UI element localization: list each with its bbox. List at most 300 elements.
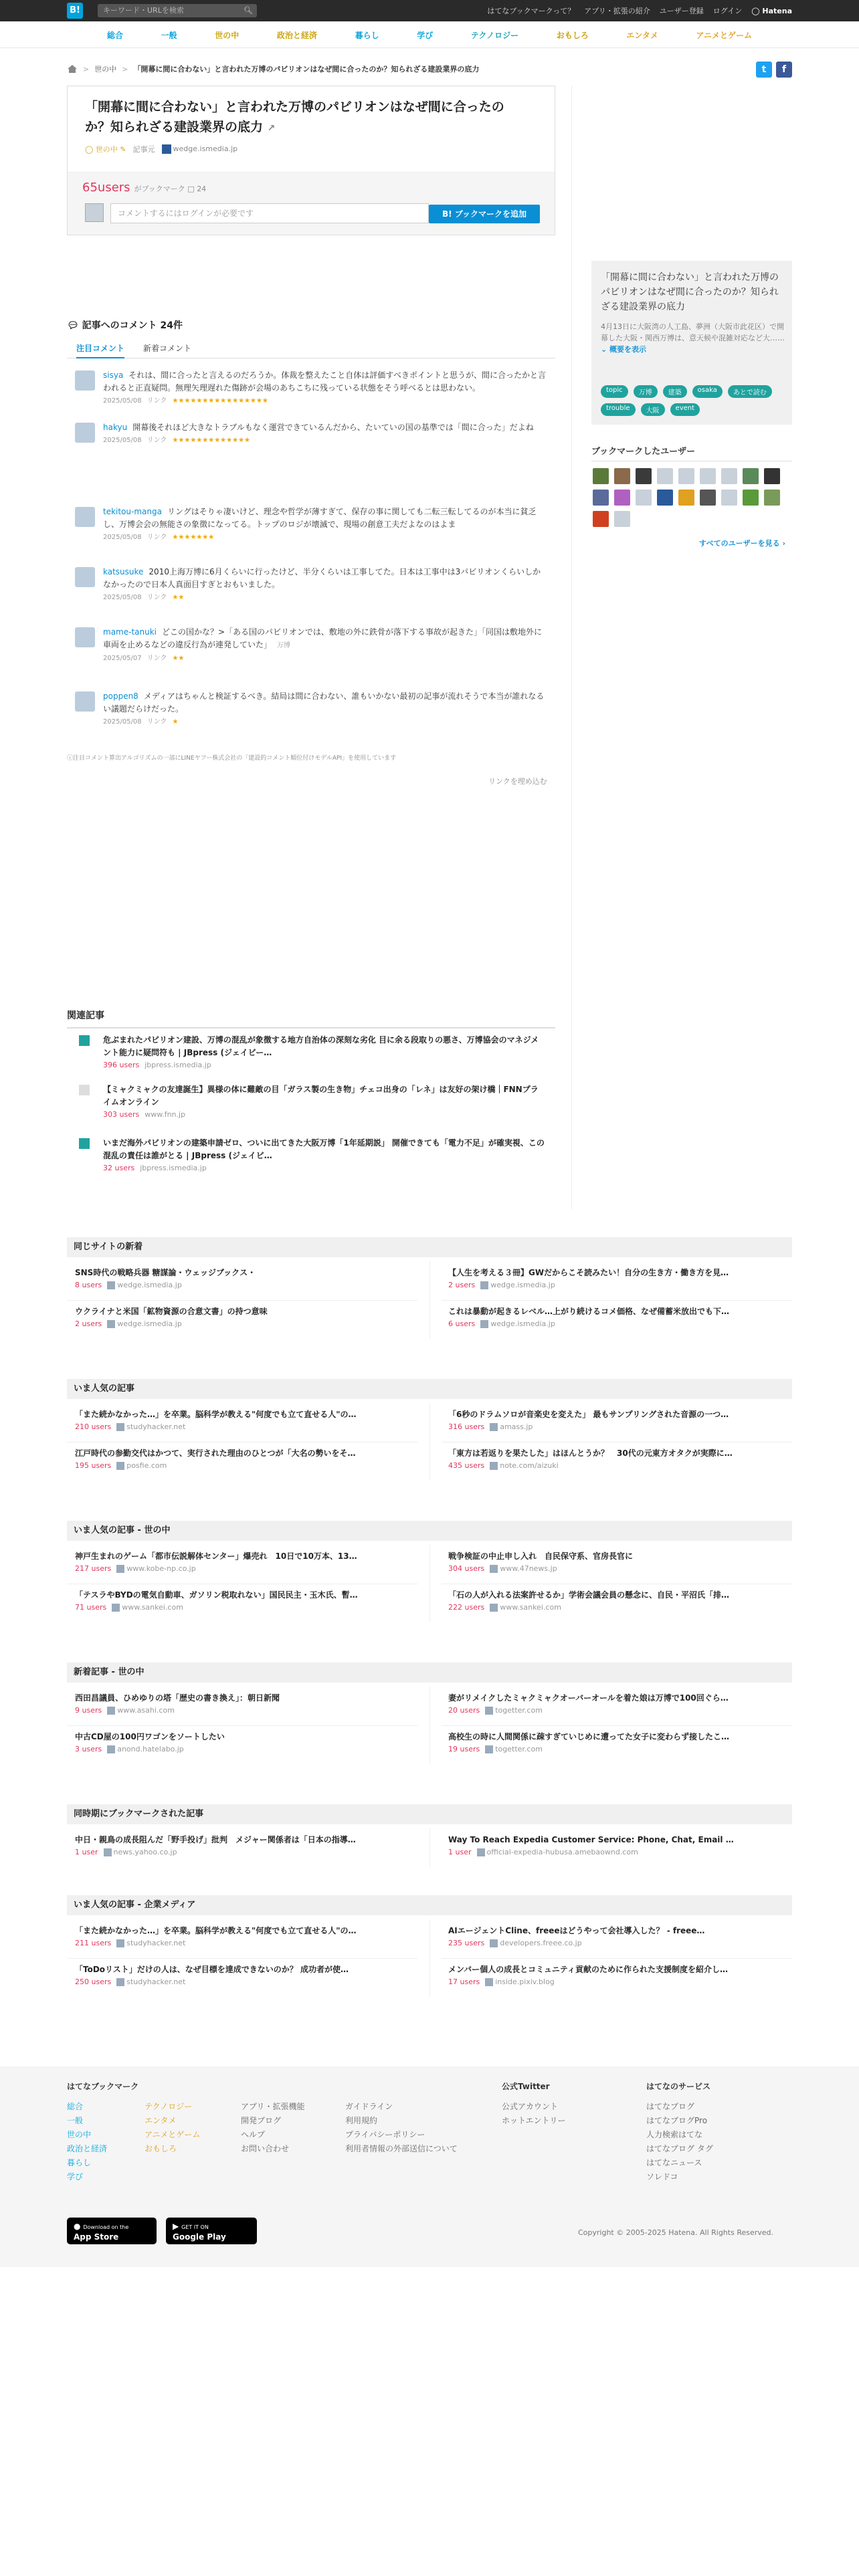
tag-chip[interactable]: trouble (601, 403, 636, 416)
entry-meta (448, 1939, 796, 1947)
entry-meta (448, 1977, 796, 1986)
tag-chip[interactable]: topic (601, 385, 628, 398)
entry-title[interactable]: 妻がリメイクしたミャクミャクオーバーオールを着た娘は万博で100回ぐら… (448, 1693, 729, 1703)
users-count[interactable]: 19 users (448, 1745, 480, 1753)
embed-link[interactable]: リンクを埋め込む (488, 777, 547, 786)
site-favicon (485, 1978, 493, 1986)
entry-meta (75, 1603, 423, 1612)
site-favicon (107, 1707, 115, 1715)
facebook-share-icon[interactable]: f (776, 62, 792, 78)
comment-stars[interactable]: ★★ (172, 655, 185, 662)
avatar[interactable] (678, 490, 694, 506)
add-bookmark-label: ブックマークを追加 (454, 209, 527, 219)
entry-domain[interactable]: jbpress.ismedia.jp (145, 1061, 211, 1069)
users-count[interactable]: 71 users (75, 1603, 107, 1612)
entry-title[interactable]: 「また続かなかった…」を卒業。脳科学が教える"何度でも立て直せる人"の… (75, 1926, 357, 1935)
related-entry-title[interactable]: 【ミャクミャクの友達誕生】異様の体に難敵の目「ガラス製の生き物」チェコ出身の「レネ」は友好の架け橋｜FNNプライムオンライン (103, 1085, 539, 1107)
avatar[interactable] (743, 490, 759, 506)
users-count[interactable]: 17 users (448, 1977, 480, 1986)
avatar[interactable] (614, 468, 630, 484)
comment-text: 2010上海万博に6月くらいに行ったけど、半分くらいは工事してた。日本は工事中は3パビリオンくらいしかなかったので日本人真面目すぎとおもいました。 (103, 567, 541, 589)
comment-text: メディアはちゃんと検証するべき。結局は間に合わない、誰もいかない最初の記事が流れそうで本当が誰れなるい議題だらけだった。 (103, 691, 545, 714)
avatar[interactable] (721, 468, 737, 484)
footer-link[interactable]: はてなブログ タグ (646, 2144, 713, 2153)
comment-body (103, 369, 549, 407)
entry-domain[interactable]: togetter.com (495, 1706, 543, 1715)
row-divider (67, 1725, 417, 1726)
related-entry-meta (103, 1164, 207, 1172)
entry-domain[interactable]: studyhacker.net (126, 1977, 186, 1986)
entry-title-text: 「開幕に間に合わない」と言われた万博のパビリオンはなぜ間に合ったのか？知られざる建設業界の底力 (85, 100, 504, 134)
sidebar-summary-text: 4月13日に大阪湾の人工島、夢洲（大阪市此花区）で開幕した大阪・関西万博は、意天候や混雑対応など大…… (601, 322, 785, 342)
entry-source-label: 記事元 (132, 145, 155, 154)
comment-input[interactable]: コメントするにはログインが必要です (110, 203, 429, 223)
users-count-value: 65users (82, 181, 130, 195)
avatar[interactable] (75, 507, 95, 527)
comment-link[interactable]: リンク (147, 594, 167, 601)
entry-title[interactable]: 西田昌議員、ひめゆりの塔「歴史の書き換え」：朝日新聞 (75, 1693, 280, 1703)
entry-domain[interactable]: studyhacker.net (126, 1422, 186, 1431)
users-count[interactable]: 210 users (75, 1422, 112, 1431)
footer-link[interactable]: はてなブログ (646, 2102, 695, 2111)
users-count[interactable]: 304 users (448, 1564, 485, 1573)
entry-domain[interactable]: official-expedia-hubusa.amebaownd.com (486, 1848, 638, 1856)
users-count[interactable]: 1 user (448, 1848, 472, 1856)
entry-domain[interactable]: amass.jp (500, 1422, 533, 1431)
search-icon[interactable]: 🔍︎ (244, 6, 253, 15)
site-favicon (490, 1423, 498, 1431)
comment-username[interactable]: hakyu (103, 423, 128, 432)
entry-title[interactable]: メンバー個人の成長とコミュニティ貢献のために作られた支援制度を紹介し… (448, 1965, 728, 1974)
footer-heading: はてなブックマーク (67, 2082, 139, 2091)
site-favicon (107, 1320, 115, 1328)
comment-link[interactable]: リンク (147, 437, 167, 444)
tag-chip[interactable]: osaka (692, 385, 723, 398)
footer-link[interactable]: 政治と経済 (67, 2144, 108, 2153)
register-link[interactable]: ユーザー登録 (659, 7, 704, 15)
users-count[interactable]: 3 users (75, 1745, 102, 1753)
avatar[interactable] (743, 468, 759, 484)
entry-title[interactable]: 【人生を考える３冊】GWだからこそ読みたい！自分の生き方・働き方を見… (448, 1268, 729, 1277)
tag-list (601, 385, 785, 416)
entry-domain[interactable]: www.asahi.com (117, 1706, 175, 1715)
site-favicon (112, 1604, 120, 1612)
entry-domain[interactable]: studyhacker.net (126, 1939, 186, 1947)
avatar[interactable] (593, 490, 609, 506)
users-count[interactable]: 2 users (75, 1319, 102, 1328)
comment-date[interactable]: 2025/05/08 (103, 397, 142, 405)
footer-link[interactable]: お問い合わせ (241, 2144, 290, 2153)
category-link[interactable]: 一般 (161, 30, 177, 40)
site-favicon (490, 1565, 498, 1573)
apple-icon: ● (74, 2222, 81, 2231)
related-entry (67, 1137, 555, 1180)
related-entry-title[interactable]: いまだ海外パビリオンの建築申請ゼロ、ついに出てきた大阪万博「1年延期説」 開催できても「電力不足」が確実視、この混乱の責任は誰がとる | JBpress (ジェイビ… (103, 1138, 545, 1160)
footer-link[interactable]: アプリ・拡張機能 (241, 2102, 305, 2111)
row-divider (442, 1300, 792, 1301)
entry-title[interactable]: 江戸時代の参勤交代はかつて、実行された理由のひとつが「大名の勢いをそ… (75, 1448, 356, 1458)
tab-popular-comments[interactable]: 注目コメント (76, 340, 124, 358)
footer-link[interactable]: テクノロジー (145, 2102, 193, 2111)
entry-title[interactable]: 神戸生まれのゲーム「都市伝説解体センター」爆売れ 10日で10万本、13… (75, 1551, 357, 1561)
sidebar-summary (601, 321, 785, 355)
footer-bookmark-title (67, 2080, 138, 2099)
breadcrumb-section[interactable]: 世の中 (94, 65, 117, 74)
entry-domain[interactable]: jbpress.ismedia.jp (140, 1164, 207, 1172)
entry-title[interactable]: 「東方は若返りを果たした」はほんとうか？ 30代の元東方オタクが実際に… (448, 1448, 733, 1458)
comment-username[interactable]: sisya (103, 370, 124, 380)
comment-link[interactable]: リンク (147, 534, 167, 541)
search-input[interactable] (98, 4, 257, 17)
app-store-button[interactable] (67, 2218, 157, 2244)
footer-link[interactable]: はてなニュース (646, 2158, 702, 2167)
entry-title[interactable]: 「また続かなかった…」を卒業。脳科学が教える"何度でも立て直せる人"の… (75, 1410, 357, 1419)
users-count[interactable]: 195 users (75, 1461, 112, 1470)
footer-link[interactable]: ヘルプ (241, 2130, 266, 2139)
related-heading: 関連記事 (67, 1008, 555, 1029)
footer-link[interactable]: アニメとゲーム (145, 2130, 201, 2139)
tab-new-comments[interactable]: 新着コメント (143, 344, 192, 353)
sidebar-entry-summary (591, 261, 792, 425)
related-entry (67, 1083, 555, 1126)
footer-link[interactable]: エンタメ (145, 2116, 177, 2125)
entry-item (448, 1692, 796, 1715)
entry-title[interactable]: 「テスラやBYDの電気自動車、ガソリン税取れない」国民民主・玉木氏、暫… (75, 1590, 358, 1600)
avatar[interactable] (75, 370, 95, 391)
site-favicon (104, 1848, 112, 1856)
category-link[interactable]: 政治と経済 (276, 30, 317, 40)
category-link[interactable]: 暮らし (355, 30, 379, 40)
algorithm-note-text: 注目コメント算出アルゴリズムの一部にLINEヤフー株式会社の「建設的コメント順位付けモデルAPI」を使用しています (73, 755, 397, 762)
entry-item (75, 1731, 423, 1753)
avatar[interactable] (721, 490, 737, 506)
entry-title[interactable]: 中日・親鳥の成長阻んだ「野手投げ」批判 メジャー関係者は「日本の指導… (75, 1835, 356, 1844)
users-count[interactable]: 235 users (448, 1939, 485, 1947)
comment-meta (103, 395, 549, 407)
entry-meta (75, 1281, 423, 1289)
entry-item (448, 1550, 796, 1573)
footer-link[interactable]: 世の中 (67, 2130, 92, 2139)
avatar[interactable] (657, 468, 673, 484)
row-divider (67, 1958, 417, 1959)
external-link-icon[interactable]: ↗ (267, 123, 276, 134)
entry-domain[interactable]: developers.freee.co.jp (500, 1939, 582, 1947)
entry-title[interactable]: 高校生の時に人間関係に疎すぎていじめに遭ってた女子に変わらず接したこ… (448, 1732, 730, 1741)
entry-meta (75, 1706, 423, 1715)
avatar[interactable] (700, 468, 716, 484)
avatar[interactable] (764, 490, 780, 506)
comment-username[interactable]: katsusuke (103, 567, 144, 576)
googleplay-text: Google Play (173, 2232, 226, 2242)
entry-title[interactable]: SNS時代の戦略兵器 糖謀論・ウェッジブックス・ (75, 1268, 256, 1277)
entry-domain[interactable]: togetter.com (495, 1745, 543, 1753)
comment-text: それは、間に合ったと言えるのだろうか。体裁を整えたこと自体は評価すべきポイントと思うが、間に合ったかと言われると正直疑問。無理矢理遅れた傷跡が会場のあちこちに残っている状態をそう呼べるとは思わない。 (103, 370, 547, 393)
entry-meta (75, 1848, 423, 1856)
avatar[interactable] (657, 490, 673, 506)
home-icon[interactable] (67, 64, 78, 74)
about-link[interactable]: はてなブックマークって？ (487, 7, 575, 15)
users-count[interactable]: 6 users (448, 1319, 476, 1328)
entry-domain[interactable]: news.yahoo.co.jp (113, 1848, 177, 1856)
site-favicon (79, 1035, 90, 1046)
footer-link[interactable]: 一般 (67, 2116, 84, 2125)
section-heading: いま人気の記事 - 企業メディア (67, 1895, 792, 1915)
comment-username[interactable]: tekitou-manga (103, 507, 162, 516)
entry-title[interactable]: 中古CD屋の100円ワゴンをソートしたい (75, 1732, 225, 1741)
add-bookmark-button[interactable] (429, 205, 540, 223)
hatena-brand: Hatena (762, 6, 792, 15)
related-entry-meta (103, 1061, 211, 1069)
entry-meta (75, 1564, 423, 1573)
users-count[interactable]: 250 users (75, 1977, 112, 1986)
users-count[interactable]: 222 users (448, 1603, 485, 1612)
site-favicon (485, 1745, 493, 1753)
play-icon: ▶ (173, 2222, 179, 2231)
category-link[interactable]: 総合 (107, 30, 124, 40)
entry-card (67, 86, 555, 235)
googleplay-small-text: GET IT ON (181, 2224, 209, 2230)
comment-body (103, 506, 549, 544)
comment-link[interactable]: リンク (147, 718, 167, 726)
hatena-brand-link[interactable] (751, 7, 792, 15)
entry-item (448, 1447, 796, 1470)
footer-link[interactable]: 人力検索はてな (646, 2130, 703, 2139)
users-count[interactable]: 303 users (103, 1110, 140, 1119)
comment-username[interactable]: poppen8 (103, 691, 138, 701)
footer-links-1 (241, 2100, 305, 2156)
entry-item (448, 1408, 796, 1431)
entry-domain[interactable]: www.47news.jp (500, 1564, 557, 1573)
footer-link[interactable]: おもしろ (145, 2144, 177, 2153)
comments-heading-text: 記事へのコメント (82, 320, 157, 331)
comment-stars[interactable]: ★★★★★★★★★★★★★ (172, 437, 250, 444)
entry-title[interactable]: AIエージェントCline、freeeはどうやって会社導入した？ - freee… (448, 1926, 705, 1935)
entry-title[interactable]: 「ToDoリスト」だけの人は、なぜ目標を達成できないのか？ 成功者が使… (75, 1965, 349, 1974)
tag-chip[interactable]: あとで読む (728, 385, 772, 398)
global-header (0, 0, 859, 21)
entry-meta (448, 1603, 796, 1612)
comment-stars[interactable]: ★★ (172, 594, 185, 601)
entry-domain[interactable]: posfie.com (126, 1461, 167, 1470)
entry-domain[interactable]: note.com/aizuki (500, 1461, 559, 1470)
footer-link[interactable]: 暮らし (67, 2158, 92, 2167)
entry-domain[interactable]: wedge.ismedia.jp (117, 1319, 182, 1328)
avatar[interactable] (636, 468, 652, 484)
twitter-share-icon[interactable]: t (756, 62, 772, 78)
footer-services-links (646, 2100, 713, 2184)
entry-item (75, 1267, 423, 1289)
avatar[interactable] (593, 511, 609, 527)
entry-domain-text: wedge.ismedia.jp (173, 144, 238, 153)
entry-title[interactable]: 戦争検証の中止申し入れ 自民保守系、官房長官に (448, 1551, 634, 1561)
users-count[interactable]: 2 users (448, 1281, 476, 1289)
avatar[interactable] (593, 468, 609, 484)
comment-date[interactable]: 2025/05/08 (103, 718, 142, 726)
footer-link[interactable]: はてなブログPro (646, 2116, 708, 2125)
comment-stars[interactable]: ★★★★★★★★★★★★★★★★ (172, 397, 268, 405)
avatar[interactable] (678, 468, 694, 484)
tag-chip[interactable]: 建築 (663, 385, 687, 398)
avatar[interactable] (700, 490, 716, 506)
footer-link[interactable]: 公式アカウント (502, 2102, 558, 2111)
entry-domain[interactable]: anond.hatelabo.jp (117, 1745, 184, 1753)
comment-body (103, 421, 549, 447)
related-entry-meta (103, 1110, 185, 1119)
footer-link[interactable]: 開発ブログ (241, 2116, 282, 2125)
comment-meta (103, 531, 549, 544)
entry-title[interactable] (85, 97, 527, 138)
entry-item (448, 1305, 796, 1328)
breadcrumb-separator: > (122, 64, 128, 74)
tag-chip[interactable]: 大阪 (641, 403, 665, 416)
entry-title[interactable]: 「6秒のドラムソロが音楽史を変えた」 最もサンプリングされた音源の一つ… (448, 1410, 729, 1419)
avatar[interactable] (614, 490, 630, 506)
category-link[interactable]: エンタメ (626, 30, 658, 40)
avatar[interactable] (614, 511, 630, 527)
category-link[interactable]: おもしろ (556, 30, 589, 40)
related-entry-title[interactable]: 危ぶまれたパビリオン建設、万博の混乱が象徴する地方自治体の深刻な劣化 目に余る段取りの悪さ、万博協会のマネジメント能力に疑問符も | JBpress (ジェイビー… (103, 1035, 539, 1057)
all-users-link[interactable]: すべてのユーザーを見る › (698, 539, 785, 548)
site-favicon (107, 1745, 115, 1753)
avatar[interactable] (75, 567, 95, 587)
users-count[interactable]: 435 users (448, 1461, 485, 1470)
comments-heading (67, 318, 183, 332)
comment-bubble-icon: 💬︎ (67, 320, 79, 331)
hatena-bookmark-logo[interactable]: B! (67, 3, 83, 19)
row-divider (67, 1300, 417, 1301)
avatar[interactable] (75, 627, 95, 647)
comment-text: リングはそりゃ凄いけど、理念や哲学が薄すぎて、保存の事に関しても二転三転してるのが本当に貧乏し、万博会会の無能さの象徴になってる。トップのロジが壊滅で、現場の創意工夫だよなのはよま (103, 507, 537, 529)
entry-meta (75, 1461, 423, 1470)
footer-links-2 (345, 2100, 458, 2156)
entry-item (75, 1963, 423, 1986)
entry-title[interactable]: ウクライナと米国「鉱物資源の合意文書」の持つ意味 (75, 1307, 268, 1316)
comment-icon: □ (187, 185, 195, 193)
comment-tag[interactable]: 万博 (277, 642, 291, 649)
footer-link[interactable]: ホットエントリー (502, 2116, 566, 2125)
comments-count: 24件 (160, 320, 183, 331)
entry-domain[interactable]: wedge.ismedia.jp (490, 1281, 555, 1289)
users-count[interactable]: 211 users (75, 1939, 112, 1947)
search-placeholder: キーワード・URLを検索 (103, 6, 184, 15)
entry-domain[interactable]: www.fnn.jp (145, 1110, 186, 1119)
footer-link[interactable]: 利用規約 (345, 2116, 378, 2125)
related-entry (67, 1034, 555, 1077)
footer-link[interactable]: 総合 (67, 2102, 84, 2111)
entry-meta (448, 1564, 796, 1573)
category-link[interactable]: アニメとゲーム (696, 30, 752, 40)
comment-date[interactable]: 2025/05/08 (103, 594, 142, 601)
site-favicon (79, 1138, 90, 1149)
footer-categories-1 (67, 2100, 107, 2184)
comment-date[interactable]: 2025/05/08 (103, 437, 142, 444)
category-nav (0, 21, 859, 48)
comment-body (103, 690, 549, 728)
section-heading: いま人気の記事 - 世の中 (67, 1521, 792, 1541)
site-favicon (162, 144, 171, 154)
show-summary-link[interactable]: ⌄ 概要を表示 (601, 345, 647, 354)
users-count[interactable]: 8 users (75, 1281, 102, 1289)
comment-meta (103, 652, 549, 665)
apps-link[interactable]: アプリ・拡張の紹介 (584, 7, 650, 15)
comment-link[interactable]: リンク (147, 655, 167, 662)
site-favicon (116, 1565, 124, 1573)
comment-stars[interactable]: ★★★★★★★ (172, 534, 215, 541)
entry-domain[interactable]: wedge.ismedia.jp (117, 1281, 182, 1289)
comment-body (103, 626, 549, 665)
comment-date[interactable]: 2025/05/07 (103, 655, 142, 662)
hatena-mark-icon: ◯ (751, 6, 760, 15)
sidebar-title: 「開幕に間に合わない」と言われた万博のパビリオンはなぜ間に合ったのか？知られざる建設業界の底力 (601, 272, 779, 312)
avatar[interactable] (75, 423, 95, 443)
entry-category[interactable]: ◯ 世の中 ✎ (85, 145, 126, 154)
bookmark-label: がブックマーク (134, 185, 185, 193)
entry-title[interactable]: これは暴動が起きるレベル…上がり続けるコメ価格、なぜ備蓄米放出でも下… (448, 1307, 730, 1316)
comment-date[interactable]: 2025/05/08 (103, 534, 142, 541)
column-divider (571, 86, 572, 1209)
users-count[interactable]: 32 users (103, 1164, 135, 1172)
users-count[interactable]: 9 users (75, 1706, 102, 1715)
entry-domain[interactable]: www.sankei.com (500, 1603, 561, 1612)
entry-title[interactable]: 「石の人が入れる法案許せるか」学術会議会員の懸念に、自民・平沼氏「排… (448, 1590, 730, 1600)
site-favicon (485, 1707, 493, 1715)
site-favicon (490, 1604, 498, 1612)
google-play-button[interactable] (166, 2218, 257, 2244)
algorithm-note (67, 753, 396, 762)
category-link[interactable]: 学び (417, 30, 434, 40)
users-count[interactable]: 316 users (448, 1422, 485, 1431)
users-count[interactable]: 396 users (103, 1061, 140, 1069)
entry-item (75, 1925, 423, 1947)
footer-link[interactable]: ガイドライン (345, 2102, 393, 2111)
entry-domain[interactable]: www.sankei.com (122, 1603, 183, 1612)
users-count[interactable]: 217 users (75, 1564, 112, 1573)
entry-meta (75, 1422, 423, 1431)
comment-text: 開幕後それほど大きなトラブルもなく運営できているんだから、たいていの国の基準では「間に合った」だよね (132, 423, 534, 432)
category-link[interactable]: 世の中 (215, 30, 240, 40)
avatar[interactable] (75, 691, 95, 712)
site-favicon (480, 1281, 488, 1289)
site-favicon (116, 1423, 124, 1431)
tag-chip[interactable]: 万博 (634, 385, 658, 398)
entry-domain[interactable]: wedge.ismedia.jp (490, 1319, 555, 1328)
breadcrumb (67, 59, 792, 79)
entry-domain[interactable]: www.kobe-np.co.jp (126, 1564, 196, 1573)
entry-item (448, 1925, 796, 1947)
footer-link[interactable]: 利用者情報の外部送信について (345, 2144, 458, 2153)
entry-domain[interactable]: inside.pixiv.blog (495, 1977, 555, 1986)
comment-username[interactable]: mame-tanuki (103, 627, 157, 637)
comment-link[interactable]: リンク (147, 397, 167, 405)
footer-link[interactable]: 学び (67, 2172, 84, 2181)
entry-meta (448, 1461, 796, 1470)
site-favicon (490, 1462, 498, 1470)
avatar[interactable] (764, 468, 780, 484)
users-count[interactable] (82, 181, 206, 195)
users-count[interactable]: 20 users (448, 1706, 480, 1715)
entry-domain[interactable] (162, 144, 238, 154)
category-link[interactable]: テクノロジー (470, 30, 519, 40)
avatar[interactable] (636, 490, 652, 506)
login-link[interactable]: ログイン (712, 7, 743, 15)
footer-link[interactable]: プライバシーポリシー (345, 2130, 425, 2139)
tag-chip[interactable]: event (670, 403, 700, 416)
comment-meta (103, 716, 549, 728)
comment-stars[interactable]: ★ (172, 718, 179, 726)
users-count[interactable]: 1 user (75, 1848, 98, 1856)
entry-title[interactable]: Way To Reach Expedia Customer Service: Phone, Chat, Email … (448, 1835, 734, 1844)
footer-link[interactable]: ソレドコ (646, 2172, 678, 2181)
